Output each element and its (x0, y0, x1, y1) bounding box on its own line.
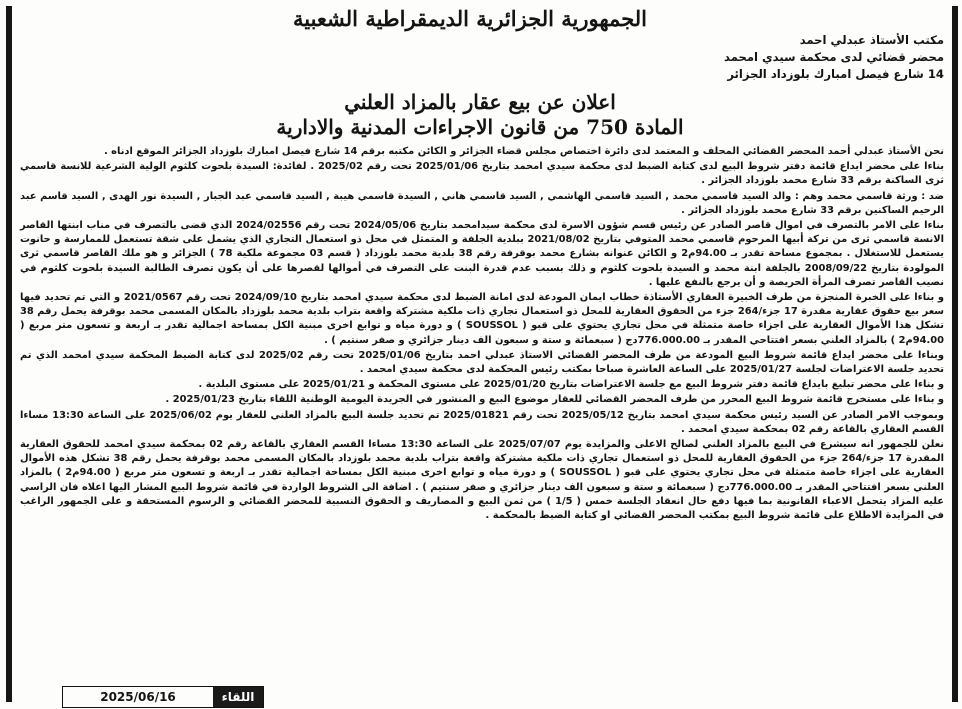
paragraph-publication: و بناءا على مستخرج قائمة شروط البيع المحرر من طرف المحضر القضائي للعقار موضوع البيع و المنشور في الجريدة اليومية الوطنية اللقاء بتاريخ 2025/01/23 . (165, 394, 944, 406)
paragraph-public-notice: نعلن للجمهور انه سيشرع في البيع بالمزاد العلني لصالح الاعلى والمزايدة يوم 2025/07/07 على الساعة 13:30 مساءا القسم العقاري بالقاعة رقم 02 بمحكمة سيدي امحمد للحقوق العقارية المقدرة 17 جزء/264 جزء من الحقوق العقارية للمحل ذو استعمال تجاري ذات ملكية مشتركة واقعة بتراب بلدية محمد بلوزداد بالمكان المسمى محمد بوقرفة يحمل رقم 38 تشكل هذه الأموال العقارية على اجزاء خاصة متمثلة في محل تجاري يحتوي على قبو ( SOUSSOL ) و دورة مياه و توابع اخرى مبنية الكل بمساحة اجمالية تقدر بـ اربعة و تسعون متر مربع ( 94.00م2 ) بالمزاد العلني بسعر افتتاحي المقدر بـ 776.000.00دج ( سبعمائة و ستة و سبعون الف دينار جزائري و صفر سنتيم ) . اضافة الى الشروط الواردة في قائمة شروط البيع المشار اليها اعلاه فان الراسي عليه المزاد يتحمل الاعباء القانونية بما فيها دفع حال انعقاد الجلسة خمس ( 1/5 ) من ثمن البيع و المصاريف و الحقوق النسبية للمحضر القضائي و الرسوم المستحقة و على الجمهور الراغب في المزايدة الاطلاع على قائمة شروط البيع بمكتب المحضر القضائي او كتابة الضبط بالمحكمة . (20, 439, 945, 522)
paragraph-order: بناءا على الامر بالتصرف في اموال قاصر الصادر عن رئيس قسم شؤون الاسرة لدى محكمة سيدامحمد بتاريخ 2024/05/06 تحت رقم 2024/02556 الذي قضى بالتصرف في مناب ابنتها القاصر الانسة قاسمي ثرى من تركة أبيها المرحوم قاسمي محمد المتوفي بتاريخ 2021/08/02 ببلدية الجلفة و المتمثل في محل ذو استعمال التجاري الذي يشمل على شقة تستعمل للممارسة و حانوت يستعمل للاستغلال . بمجموع مساحة تقدر بـ 94.00م2 و الكائن عنوانه بشارع محمد بوقرفة رقم 38 بلدية محمد بلوزداد ( قسم 03 مجموعة ملكية 78 ) الجزائر و هو ملك القاصر قاسمي ثرى المولودة بتاريخ 2008/09/22 بالجلفة ابنة محمد و السيدة بلحوت كلثوم و ذلك بسبب عدم قدرة البنت على التصرف في أموالها لقصرها على أن يكون تصرف الطالبة السيدة بلحوت كلثوم في نصيب القاصر تصرف المرأة الحريصة و أن يرجع بالنفع عليها . (20, 220, 945, 288)
right-border (952, 6, 958, 702)
bailiff-office-block (694, 32, 944, 83)
paragraph-deposit: بناءا على محضر ايداع قائمة دفتر شروط البيع لدى كتابة الضبط لدى محكمة سيدي امحمد بتاريخ 2025/01/06 تحت رقم 2025/02 . لفائدة: السيدة بلحوت كلثوم الولية الشرعية للانسة قاسمي ثرى الساكنة برقم 33 شارع محمد بلوزداد الجزائر . (20, 161, 944, 187)
republic-header: الجمهورية الجزائرية الديمقراطية الشعبية (292, 6, 647, 31)
paragraph-expertise: و بناءا على الخبرة المنجزة من طرف الخبيرة العقاري الأستاذة خطاب ايمان المودعة لدى امانة الضبط لدى محكمة سيدي امحمد بتاريخ 2024/09/10 تحت رقم 2021/0567 و التي تم تحديد فيها سعر بيع حقوق عقارية مقدرة 17 جزء/264 جزء من الحقوق العقارية للمحل ذو استعمال تجاري ذات ملكية مشتركة واقعة بتراب بلدية محمد بلوزداد بالمكان المسمى محمد بوقرفة يحمل رقم 38 تشكل هذا الأموال العقارية على اجزاء خاصة متمثلة في محل تجاري يحتوي على قبو ( SOUSSOL ) و دورة مياه و توابع اخرى مبنية الكل بمساحة اجمالية تقدر بـ اربعة و تسعون متر مربع ( 94.00م2 ) بالمزاد العلني بسعر افتتاحي المقدر بـ 776.000.00دج ( سبعمائة و ستة و سبعون الف دينار جزائري و صفر سنتيم ) . (20, 292, 944, 346)
title-line-1: اعلان عن بيع عقار بالمزاد العلني (344, 90, 616, 114)
office-line-title: محضر قضائي لدى محكمة سيدي امحمد (724, 50, 944, 64)
office-line-name: مكتب الأستاذ عبدلي احمد (799, 33, 944, 47)
title-line-2: المادة 750 من قانون الاجراءات المدنية والادارية (276, 115, 684, 139)
newspaper-name: اللقاء (213, 687, 263, 707)
paragraph-session-order: وبموجب الامر الصادر عن السيد رئيس محكمة سيدي امحمد بتاريخ 2025/05/12 تحت رقم 2025/01821 تم تحديد جلسة البيع بالمزاد العلني للعقار يوم 2025/06/02 على الساعة 13:30 مساءا القسم العقاري بالقاعة رقم 02 بمحكمة سيدي امحمد . (20, 409, 944, 435)
office-line-address: 14 شارع فيصل امبارك بلوزداد الجزائر (727, 67, 944, 81)
announcement-title (240, 90, 720, 140)
left-border (6, 6, 12, 702)
paragraph-conditions: وبناءا على محضر ايداع قائمة شروط البيع المودعة من طرف المحضر القضائي الاستاذ عبدلي احمد بتاريخ 2025/01/06 تحت رقم 2025/02 لدى كتابة الضبط المحكمة سيدي امحمد الذي تم تحديد جلسة الاعتراضات لجلسة 2025/01/27 على الساعة العاشرة صباحا بمكتب رئيس المحكمة لدى محكمة سيدي امحمد . (20, 349, 944, 376)
announcement-body (20, 145, 944, 524)
publication-date: 2025/06/16 (100, 690, 176, 704)
paragraph-intro: نحن الأستاذ عبدلي أحمد المحضر القضائي المحلف و المعتمد لدى دائرة اختصاص مجلس قضاء الجزائر و الكائن مكتبه برقم 14 شارع فيصل امبارك بلوزداد الجزائر الموقع ادناه . (103, 146, 944, 157)
paragraph-notification: و بناءا على محضر تبليغ بايداع قائمة دفتر شروط البيع مع جلسة الاعتراضات بتاريخ 2025/01/20 على مستوى المحكمة و 2025/01/21 على مستوى البلدية . (198, 379, 944, 391)
publication-footer (62, 686, 264, 708)
paragraph-against: ضد : ورثة قاسمي محمد وهم : والد السيد قاسمي محمد , السيد قاسمي الهاشمي , السيد قاسمي هاني , السيدة قاسمي هيبة , السيد قاسمي عبد الجبار , السيدة نور الهدى , السيد قاسم عبد الرحيم الساكنين برقم 33 شارع محمد بلوزداد الجزائر . (20, 190, 944, 216)
